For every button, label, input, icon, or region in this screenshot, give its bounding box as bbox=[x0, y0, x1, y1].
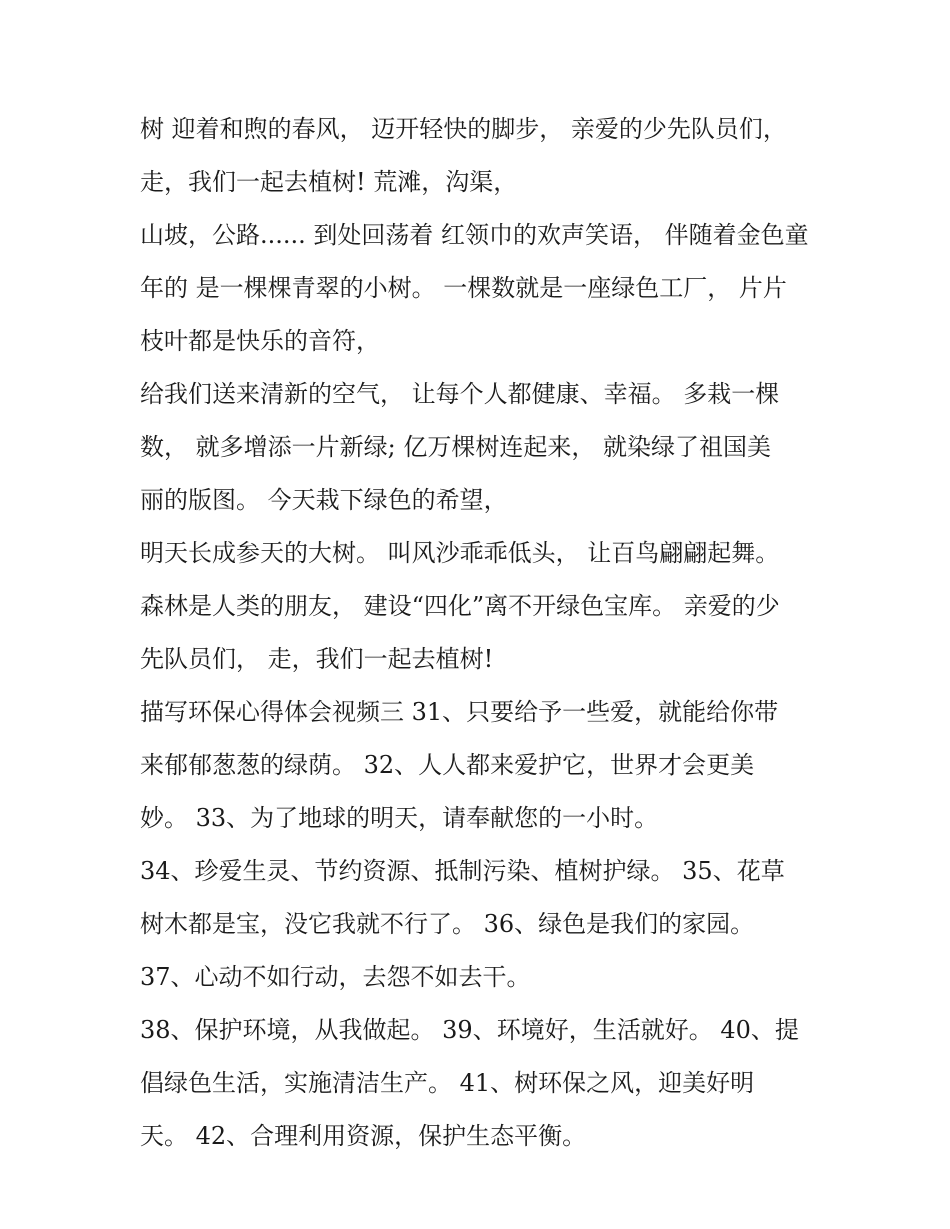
text-line-5: 枝叶都是快乐的音符， bbox=[140, 327, 380, 355]
text-line-19: 倡绿色生活，实施清洁生产。 41、树环保之风，迎美好明 bbox=[140, 1069, 755, 1097]
text-line-17: 37、心动不如行动，去怨不如去干。 bbox=[140, 963, 531, 991]
text-line-12: 描写环保心得体会视频三 31、只要给予一些爱，就能给你带 bbox=[140, 698, 779, 726]
text-line-8: 丽的版图。 今天栽下绿色的希望， bbox=[140, 486, 508, 514]
text-line-7: 数， 就多增添一片新绿; 亿万棵树连起来， 就染绿了祖国美 bbox=[140, 433, 771, 461]
document-body bbox=[140, 103, 830, 1163]
text-line-4: 年的 是一棵棵青翠的小树。 一棵数就是一座绿色工厂， 片片 bbox=[140, 274, 787, 302]
text-line-13: 来郁郁葱葱的绿荫。 32、人人都来爱护它，世界才会更美 bbox=[140, 751, 755, 779]
text-line-11: 先队员们， 走，我们一起去植树! bbox=[140, 645, 494, 673]
text-line-16: 树木都是宝，没它我就不行了。 36、绿色是我们的家园。 bbox=[140, 910, 755, 938]
text-line-10: 森林是人类的朋友， 建设“四化”离不开绿色宝库。 亲爱的少 bbox=[140, 592, 780, 620]
text-line-20: 天。 42、合理利用资源，保护生态平衡。 bbox=[140, 1122, 587, 1150]
text-line-15: 34、珍爱生灵、节约资源、抵制污染、植树护绿。 35、花草 bbox=[140, 857, 785, 885]
text-line-2: 走，我们一起去植树! 荒滩，沟渠， bbox=[140, 168, 518, 196]
text-line-18: 38、保护环境，从我做起。 39、环境好，生活就好。 40、提 bbox=[140, 1016, 799, 1044]
text-line-3: 山坡，公路...... 到处回荡着 红领巾的欢声笑语， 伴随着金色童 bbox=[140, 221, 809, 249]
text-line-9: 明天长成参天的大树。 叫风沙乖乖低头， 让百鸟翩翩起舞。 bbox=[140, 539, 780, 567]
text-line-6: 给我们送来清新的空气， 让每个人都健康、幸福。 多栽一棵 bbox=[140, 380, 780, 408]
text-line-14: 妙。 33、为了地球的明天，请奉献您的一小时。 bbox=[140, 804, 659, 832]
text-line-1: 树 迎着和煦的春风， 迈开轻快的脚步， 亲爱的少先队员们， bbox=[140, 115, 787, 143]
